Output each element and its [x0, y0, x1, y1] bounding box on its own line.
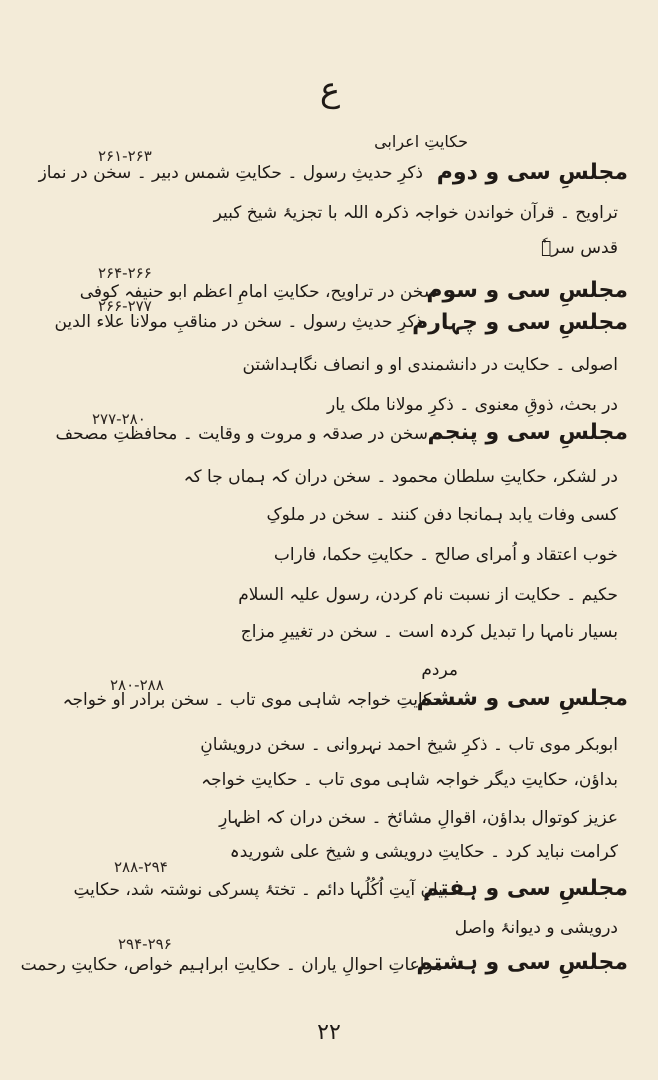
entry-line: مردم	[421, 660, 458, 680]
entry-line: درویشی و دیوانۂ واصل	[454, 918, 618, 938]
page-range: ۲۹۴-۲۹۶	[118, 935, 172, 953]
page-range: ۲۶۱-۲۶۳	[98, 147, 152, 165]
page-number: ۲۲	[317, 1020, 341, 1045]
entry-heading: مجلسِ سی و ہشتم	[416, 950, 628, 975]
entry-line: کسی وفات یابد ہمانجا دفن کنند ۔ سخن در ملوکِ	[266, 505, 618, 525]
entry-line: اصولی ۔ حکایت در دانشمندی او و انصاف نگاہداشتن	[242, 355, 618, 375]
entry-line: مراعاتِ احوالِ یاران ۔ حکایتِ ابراہیم خواص، حکایتِ رحمت	[20, 955, 443, 975]
page-range: ۲۶۴-۲۶۶	[98, 264, 152, 282]
page-range: ۲۶۶-۲۷۷	[98, 297, 152, 315]
page-header-mark: ع	[319, 70, 341, 110]
entry-heading: مجلسِ سی و دوم	[436, 160, 628, 185]
entry-line: ذکرِ حدیثِ رسول ۔ حکایتِ شمس دبیر ۔ سخن در نماز	[38, 163, 423, 183]
page-range: ۲۸۰-۲۸۸	[110, 676, 164, 694]
entry-line: خوب اعتقاد و اُمرای صالح ۔ حکایتِ حکما، فاراب	[273, 545, 618, 565]
entry-line: سخن در تراویح، حکایتِ امامِ اعظم ابو حنیفہ کوفی	[79, 282, 438, 302]
page-range: ۲۸۸-۲۹۴	[114, 858, 168, 876]
entry-line: عزیز کوتوال بداؤن، اقوالِ مشائخ ۔ سخن دران کہ اظہارِ	[219, 808, 618, 828]
entry-heading: مجلسِ سی و سوم	[426, 278, 628, 303]
entry-line: در لشکر، حکایتِ سلطان محمود ۔ سخن دران کہ ہماں جا کہ	[183, 467, 618, 487]
entry-heading: مجلسِ سی و ششم	[416, 686, 628, 711]
entry-heading: مجلسِ سی و ہفتم	[422, 876, 628, 901]
entry-line: سخن در صدقہ و مروت و وقایت ۔ محافظتِ مصحف	[55, 424, 428, 444]
entry-line: ذکرِ حدیثِ رسول ۔ سخن در مناقبِ مولانا علاء الدین	[54, 312, 423, 332]
entry-line: قدس سرہٗ	[540, 238, 618, 258]
entry-line: بداؤن، حکایتِ دیگر خواجہ شاہی موی تاب ۔ حکایتِ خواجہ	[201, 770, 618, 790]
entry-heading: مجلسِ سی و پنجم	[427, 420, 628, 445]
entry-line: حکایتِ اعرابی	[374, 132, 468, 151]
entry-line: کرامت نباید کرد ۔ حکایتِ درویشی و شیخ علی شوریدہ	[229, 842, 618, 862]
entry-line: ابوبکر موی تاب ۔ ذکرِ شیخ احمد نہروانی ۔ سخن درویشانِ	[200, 735, 618, 755]
entry-line: در بحث، ذوقِ معنوی ۔ ذکرِ مولانا ملک یار	[327, 395, 618, 415]
entry-line: حکیم ۔ حکایت از نسبت نام کردن، رسول علیہ السلام	[238, 585, 618, 605]
page-range: ۲۷۷-۲۸۰	[92, 410, 146, 428]
entry-line: بیانِ آیتِ اُکُلُہا دائم ۔ تختۂ پسرکی نوشتہ شد، حکایتِ	[73, 880, 448, 900]
entry-line: تراویح ۔ قرآن خواندن خواجہ ذکرہ اللہ با تجزیۂ شیخ کبیر	[213, 203, 618, 223]
entry-heading: مجلسِ سی و چہارم	[412, 310, 628, 335]
entry-line: بسیار نامہا را تبدیل کردہ است ۔ سخن در تغییرِ مزاج	[240, 622, 618, 642]
entry-line: حکایتِ خواجہ شاہی موی تاب ۔ سخن برادر او خواجہ	[62, 690, 443, 710]
